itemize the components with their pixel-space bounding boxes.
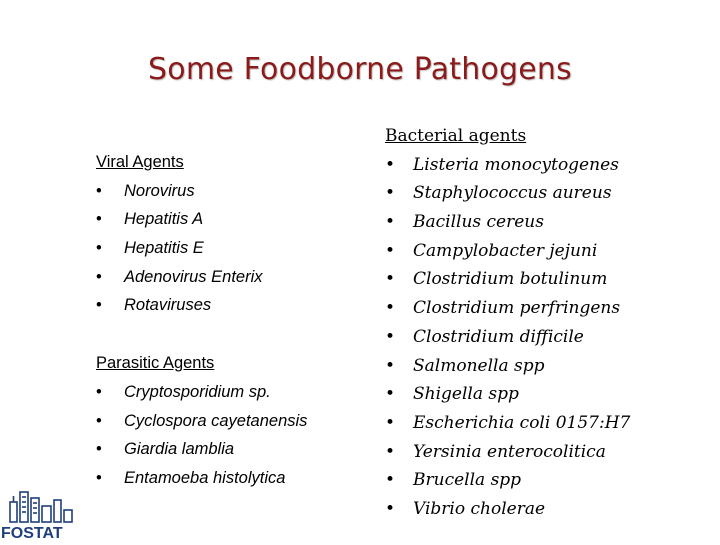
viral-agents-heading: Viral Agents xyxy=(96,153,184,171)
parasitic-agent-list-item xyxy=(96,464,376,493)
bullet-icon: • xyxy=(96,296,102,315)
bullet-icon: • xyxy=(385,154,396,175)
parasitic-agent-list-item xyxy=(96,435,376,464)
bullet-icon: • xyxy=(385,498,396,519)
bullet-icon: • xyxy=(385,183,396,204)
bacterial-agent-name: Shigella spp xyxy=(413,384,519,405)
parasitic-agents-list xyxy=(96,378,376,493)
bacterial-agents-heading: Bacterial agents xyxy=(385,126,527,146)
bacterial-agent-name: Salmonella spp xyxy=(413,355,545,376)
bullet-icon: • xyxy=(385,412,396,433)
parasitic-agent-name: Entamoeba histolytica xyxy=(124,468,286,487)
viral-agent-list-item xyxy=(96,234,376,263)
bullet-icon: • xyxy=(385,269,396,290)
bacterial-agent-name: Bacillus cereus xyxy=(413,212,544,233)
viral-agent-name: Hepatitis A xyxy=(124,210,204,229)
bacterial-agent-list-item xyxy=(385,151,705,180)
parasitic-agent-name: Giardia lamblia xyxy=(124,440,235,459)
viral-agent-list-item xyxy=(96,263,376,292)
bacterial-agent-name: Campylobacter jejuni xyxy=(413,240,598,261)
bullet-icon: • xyxy=(385,441,396,462)
bacterial-agent-name: Brucella spp xyxy=(413,470,522,491)
bacterial-agent-list-item xyxy=(385,409,705,438)
bullet-icon: • xyxy=(385,240,396,261)
viral-agent-name: Rotaviruses xyxy=(124,296,212,315)
bacterial-agent-list-item xyxy=(385,237,705,266)
bacterial-agent-name: Vibrio cholerae xyxy=(413,498,546,519)
bacterial-agent-list-item xyxy=(385,179,705,208)
bullet-icon: • xyxy=(96,181,102,200)
bacterial-agent-name: Clostridium perfringens xyxy=(413,298,621,319)
bacterial-agent-list-item xyxy=(385,208,705,237)
bullet-icon: • xyxy=(96,382,102,401)
parasitic-agent-list-item xyxy=(96,378,376,407)
parasitic-agent-name: Cyclospora cayetanensis xyxy=(124,411,308,430)
parasitic-agent-list-item xyxy=(96,407,376,436)
bullet-icon: • xyxy=(385,384,396,405)
parasitic-agent-name: Cryptosporidium sp. xyxy=(124,382,271,401)
bullet-icon: • xyxy=(385,212,396,233)
left-column xyxy=(96,148,376,493)
right-column xyxy=(385,122,705,524)
bullet-icon: • xyxy=(96,267,102,286)
bullet-icon: • xyxy=(385,355,396,376)
viral-agent-list-item xyxy=(96,205,376,234)
bullet-icon: • xyxy=(96,411,102,430)
bullet-icon: • xyxy=(96,239,102,258)
bacterial-agent-list-item xyxy=(385,294,705,323)
bacterial-agent-list-item xyxy=(385,495,705,524)
viral-agents-list xyxy=(96,177,376,320)
bacterial-agent-list-item xyxy=(385,265,705,294)
bacterial-agent-name: Listeria monocytogenes xyxy=(413,154,619,175)
fostat-logo xyxy=(0,488,84,540)
bullet-icon: • xyxy=(385,298,396,319)
bacterial-agent-name: Clostridium botulinum xyxy=(413,269,608,290)
bacterial-agent-list-item xyxy=(385,438,705,467)
bacterial-agents-list xyxy=(385,151,705,524)
bacterial-agent-name: Yersinia enterocolitica xyxy=(413,441,606,462)
bullet-icon: • xyxy=(385,326,396,347)
bacterial-agent-name: Escherichia coli 0157:H7 xyxy=(413,412,631,433)
bullet-icon: • xyxy=(385,470,396,491)
bacterial-agent-name: Staphylococcus aureus xyxy=(413,183,612,204)
viral-agent-list-item xyxy=(96,291,376,320)
bullet-icon: • xyxy=(96,210,102,229)
city-skyline-icon xyxy=(0,488,84,540)
viral-agent-list-item xyxy=(96,177,376,206)
bullet-icon: • xyxy=(96,440,102,459)
parasitic-agents-heading: Parasitic Agents xyxy=(96,354,215,373)
bacterial-agent-list-item xyxy=(385,352,705,381)
bullet-icon: • xyxy=(96,468,102,487)
bacterial-agent-list-item xyxy=(385,323,705,352)
bacterial-agent-name: Clostridium difficile xyxy=(413,326,584,347)
slide-title: Some Foodborne Pathogens xyxy=(148,52,572,87)
bacterial-agent-list-item xyxy=(385,380,705,409)
bacterial-agent-list-item xyxy=(385,466,705,495)
viral-agent-name: Adenovirus Enterix xyxy=(124,267,263,286)
viral-agent-name: Norovirus xyxy=(124,181,195,200)
logo-text: FOSTAT xyxy=(1,525,63,540)
viral-agent-name: Hepatitis E xyxy=(124,239,204,258)
